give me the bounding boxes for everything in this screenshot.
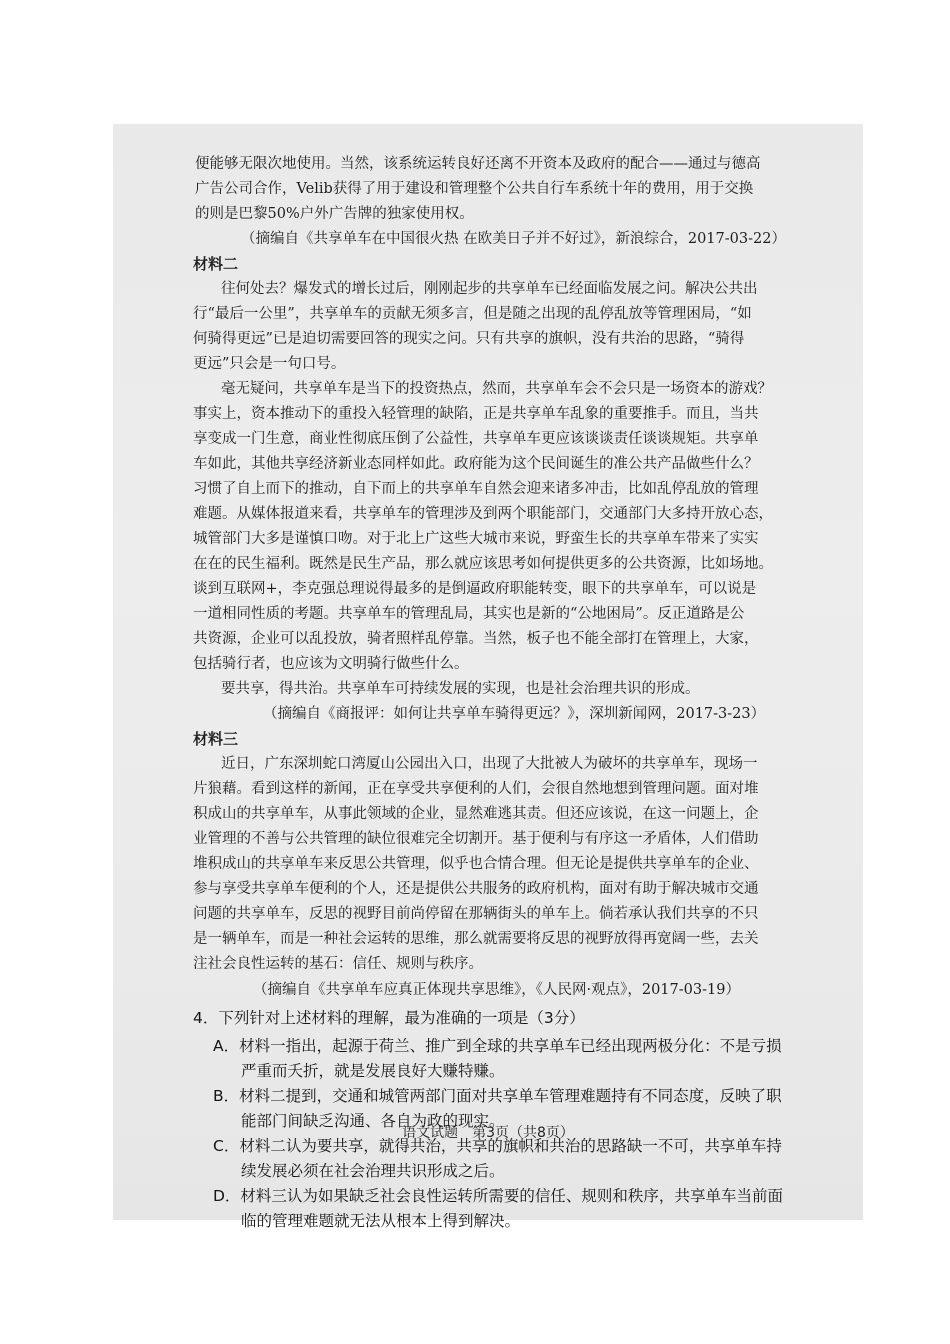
material2-p2-line: 车如此，其他共享经济新业态同样如此。政府能为这个民间诞生的准公共产品做些什么？ bbox=[193, 456, 759, 472]
option-d-continued: 临的管理难题就无法从根本上得到解决。 bbox=[241, 1212, 521, 1230]
option-b-continued: 能部门间缺乏沟通、各自为政的现实。 bbox=[241, 1112, 505, 1130]
material2-p3-line: 要共享，得共治。共享单车可持续发展的实现，也是社会治理共识的形成。 bbox=[221, 681, 700, 697]
material2-p2-line: 毫无疑问，共享单车是当下的投资热点，然而，共享单车会不会只是一场资本的游戏？ bbox=[221, 381, 772, 397]
material3-line: 片狼藉。看到这样的新闻，正在享受共享便利的人们，会很自然地想到管理问题。面对堆 bbox=[193, 781, 759, 797]
material2-p1-line: 行“最后一公里”，共享单车的贡献无须多言，但是随之出现的乱停乱放等管理困局，“如 bbox=[193, 306, 752, 322]
material2-p2-line: 一道相同性质的考题。共享单车的管理乱局，其实也是新的“公地困局”。反正道路是公 bbox=[193, 606, 745, 622]
material2-p2-line: 城管部门大多是谨慎口吻。对于北上广这些大城市来说，野蛮生长的共享单车带来了实实 bbox=[193, 531, 759, 547]
material3-line: 积成山的共享单车，从事此领域的企业，显然难逃其责。但还应该说，在这一问题上，企 bbox=[193, 806, 759, 822]
material3-line: 问题的共享单车，反思的视野目前尚停留在那辆街头的单车上。倘若承认我们共享的不只 bbox=[193, 906, 759, 922]
option-a-continued: 严重而夭折，就是发展良好大赚特赚。 bbox=[241, 1062, 505, 1080]
intro-line: 广告公司合作，Velib获得了用于建设和管理整个公共自行车系统十年的费用，用于交换 bbox=[195, 181, 754, 197]
material2-p2-line: 享变成一门生意，商业性彻底压倒了公益性，共享单车更应该谈谈责任谈谈规矩。共享单 bbox=[193, 431, 759, 447]
material2-p1-line: 何骑得更远”已是迫切需要回答的现实之问。只有共享的旗帜，没有共治的思路，“骑得 bbox=[193, 331, 745, 347]
material2-p1-line: 更远”只会是一句口号。 bbox=[193, 356, 346, 372]
material2-p2-line: 习惯了自上而下的推动，自下而上的共享单车自然会迎来诸多冲击，比如乱停乱放的管理 bbox=[193, 481, 759, 497]
material3-line: 业管理的不善与公共管理的缺位很难完全切割开。基于便利与有序这一矛盾体，人们借助 bbox=[193, 831, 759, 847]
material2-p2-line: 包括骑行者，也应该为文明骑行做些什么。 bbox=[193, 656, 469, 672]
option-a: A．材料一指出，起源于荷兰、推广到全球的共享单车已经出现两极分化：不是亏损 bbox=[213, 1037, 782, 1055]
material2-source: （摘编自《商报评：如何让共享单车骑得更远？》，深圳新闻网，2017-3-23） bbox=[263, 706, 766, 722]
material3-line: 近日，广东深圳蛇口湾厦山公园出入口，出现了大批被人为破坏的共享单车，现场一 bbox=[221, 756, 758, 772]
material3-heading: 材料三 bbox=[193, 730, 239, 748]
option-b: B．材料二提到，交通和城管两部门面对共享单车管理难题持有不同态度，反映了职 bbox=[213, 1087, 782, 1105]
exam-sheet bbox=[113, 124, 863, 1230]
material2-p2-line: 谈到互联网+，李克强总理说得最多的是倒逼政府职能转变，眼下的共享单车，可以说是 bbox=[193, 581, 757, 597]
material3-source: （摘编自《共享单车应真正体现共享思维》，《人民网·观点》，2017-03-19） bbox=[253, 982, 740, 998]
material2-p1-line: 往何处去？爆发式的增长过后，刚刚起步的共享单车已经面临发展之问。解决公共出 bbox=[221, 281, 758, 297]
material1-source: （摘编自《共享单车在中国很火热 在欧美日子并不好过》，新浪综合，2017-03-22） bbox=[241, 231, 786, 247]
material2-heading: 材料二 bbox=[193, 255, 239, 273]
option-c: C．材料二认为要共享，就得共治，共享的旗帜和共治的思路缺一不可，共享单车持 bbox=[213, 1137, 782, 1155]
material2-p2-line: 共资源，企业可以乱投放，骑者照样乱停靠。当然，板子也不能全部打在管理上，大家， bbox=[193, 631, 759, 647]
material3-line: 参与享受共享单车便利的个人，还是提供公共服务的政府机构，面对有助于解决城市交通 bbox=[193, 881, 759, 897]
page-footer: 语文试题 第3页（共8页） bbox=[402, 1125, 574, 1141]
option-c-continued: 续发展必须在社会治理共识形成之后。 bbox=[241, 1162, 505, 1180]
exam-page-photo bbox=[113, 124, 863, 1230]
material3-line: 注社会良性运转的基石：信任、规则与秩序。 bbox=[193, 956, 483, 972]
intro-line: 的则是巴黎50%户外广告牌的独家使用权。 bbox=[195, 206, 474, 222]
material3-line: 是一辆单车，而是一种社会运转的思维，那么就需要将反思的视野放得再宽阔一些，去关 bbox=[193, 931, 759, 947]
option-d: D．材料三认为如果缺乏社会良性运转所需要的信任、规则和秩序，共享单车当前面 bbox=[213, 1187, 783, 1205]
intro-line: 便能够无限次地使用。当然，该系统运转良好还离不开资本及政府的配合——通过与德高 bbox=[195, 156, 761, 172]
material3-line: 堆积成山的共享单车来反思公共管理，似乎也合情合理。但无论是提供共享单车的企业、 bbox=[193, 856, 759, 872]
material2-p2-line: 事实上，资本推动下的重投入轻管理的缺陷，正是共享单车乱象的重要推手。而且，当共 bbox=[193, 406, 759, 422]
material2-p2-line: 在在的民生福利。既然是民生产品，那么就应该思考如何提供更多的公共资源，比如场地。 bbox=[193, 556, 773, 572]
material2-p2-line: 难题。从媒体报道来看，共享单车的管理涉及到两个职能部门，交通部门大多持开放心态， bbox=[193, 506, 773, 522]
question4-stem: 4．下列针对上述材料的理解，最为准确的一项是（3分） bbox=[193, 1009, 585, 1027]
